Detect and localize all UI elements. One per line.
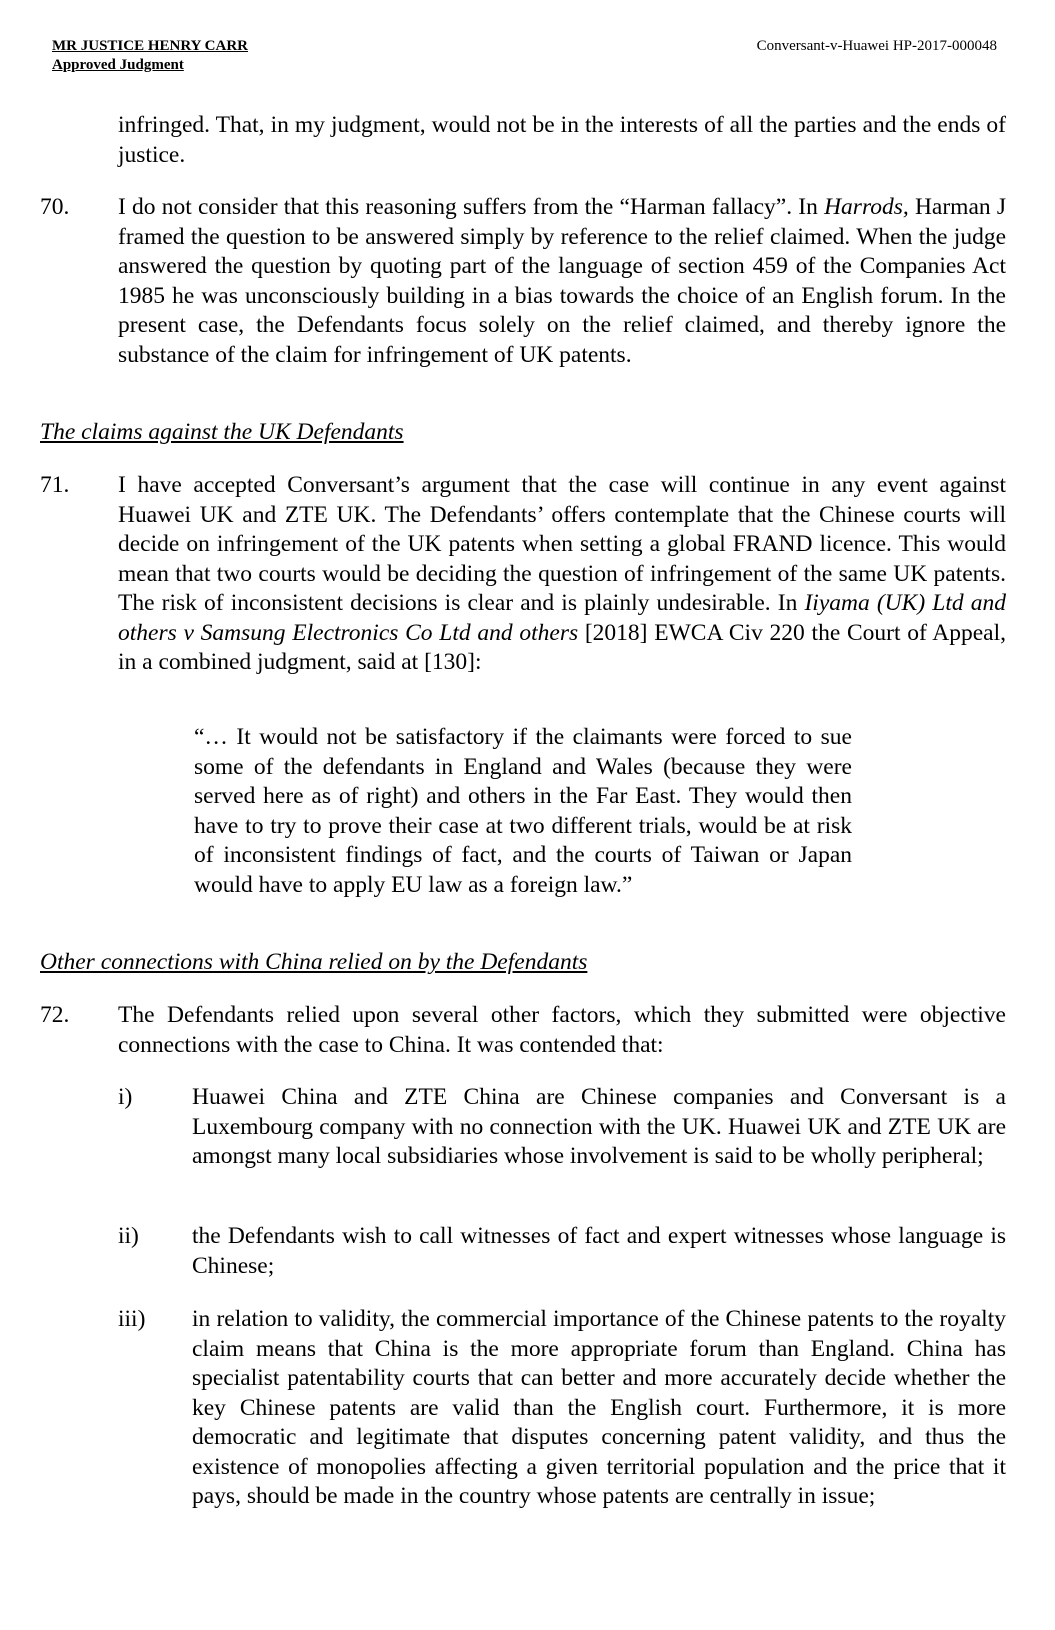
paragraph-number: 72. xyxy=(40,1002,70,1028)
list-item-text: the Defendants wish to call witnesses of fact and expert witnesses whose language is Chinese; xyxy=(192,1223,1006,1279)
continuation-text: infringed. That, in my judgment, would not be in the interests of all the parties and the ends of justice. xyxy=(118,112,1006,168)
list-item-number: ii) xyxy=(118,1223,139,1249)
case-name-italic: Harrods, xyxy=(824,194,909,220)
list-item-number: i) xyxy=(118,1084,133,1110)
paragraph-number: 70. xyxy=(40,194,70,220)
judge-name: MR JUSTICE HENRY CARR xyxy=(52,38,249,54)
judgment-status: Approved Judgment xyxy=(52,57,184,73)
paragraph-number: 71. xyxy=(40,472,70,498)
list-item-text: Huawei China and ZTE China are Chinese companies and Conversant is a Luxembourg company with no connection with the UK. Huawei UK and ZTE UK are amongst many local subsidiaries whose involvement is said to be wholly peripheral; xyxy=(192,1084,1006,1169)
text-segment: I have accepted Conversant’s argument that the case will continue in any event against Huawei UK and ZTE UK. The Defendants’ offers contemplate that the Chinese courts will decide on infringement of the UK patents when setting a global FRAND licence. This would mean that two courts would be deciding the question of infringement of the same UK patents. The risk of inconsistent decisions is clear and is plainly undesirable. In xyxy=(118,472,1006,616)
case-name-italic: Iiyama (UK) Ltd and others v Samsung Electronics Co Ltd and others xyxy=(118,590,1006,646)
page-header-left xyxy=(52,37,248,75)
text-segment: I do not consider that this reasoning suffers from the “Harman fallacy”. In xyxy=(118,194,825,220)
section-heading-other-connections: Other connections with China relied on by the Defendants xyxy=(40,949,588,975)
section-heading-uk-defendants: The claims against the UK Defendants xyxy=(40,419,404,445)
list-item-number: iii) xyxy=(118,1306,146,1332)
list-item-text: in relation to validity, the commercial importance of the Chinese patents to the royalty claim means that China is the more appropriate forum than England. China has specialist patentability courts that can better and more accurately decide whether the key Chinese patents are valid than the English court. Furthermore, it is more democratic and legitimate that disputes concerning patent validity, and thus the existence of monopolies affecting a given territorial population and the price that it pays, should be made in the country whose patents are centrally in issue; xyxy=(192,1306,1006,1509)
text-segment: Harman J framed the question to be answered simply by reference to the relief claimed. When the judge answered the question by quoting part of the language of section 459 of the Companies Act 1985 he was unconsciously building in a bias towards the choice of an English forum. In the present case, the Defendants focus solely on the relief claimed, and thereby ignore the substance of the claim for infringement of UK patents. xyxy=(118,194,1006,368)
case-reference: Conversant-v-Huawei HP-2017-000048 xyxy=(756,38,997,54)
paragraph-text xyxy=(118,471,1006,678)
paragraph-text xyxy=(118,193,1006,370)
block-quote: “… It would not be satisfactory if the claimants were forced to sue some of the defendants in England and Wales (because they were served here as of right) and others in the Far East. They would then have to try to prove their case at two different trials, would be at risk of inconsistent findings of fact, and the courts of Taiwan or Japan would have to apply EU law as a foreign law.” xyxy=(194,724,852,898)
text-segment: [2018] EWCA Civ 220 the Court of Appeal, in a combined judgment, said at [130]: xyxy=(118,619,1006,675)
paragraph-text: The Defendants relied upon several other factors, which they submitted were objective connections with the case to China. It was contended that: xyxy=(118,1002,1006,1058)
